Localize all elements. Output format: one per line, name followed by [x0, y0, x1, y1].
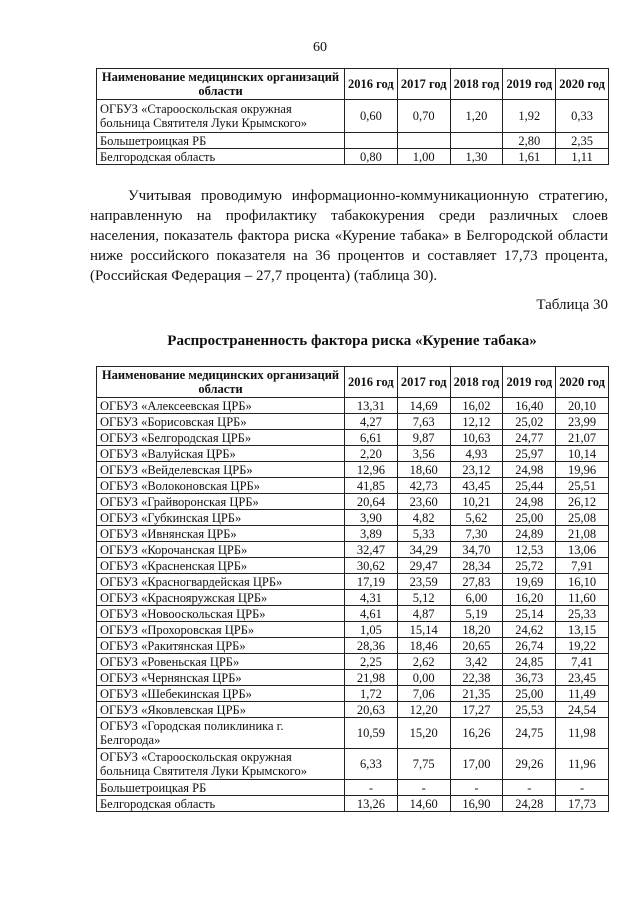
- table-row: [97, 414, 609, 430]
- table-row: [97, 526, 609, 542]
- value-cell: 20,10: [556, 398, 609, 414]
- value-cell: 2,62: [397, 654, 450, 670]
- value-cell: 21,35: [450, 686, 503, 702]
- table-row: [97, 702, 609, 718]
- value-cell: 16,20: [503, 590, 556, 606]
- table-row: [97, 638, 609, 654]
- value-cell: -: [556, 780, 609, 796]
- value-cell: 16,02: [450, 398, 503, 414]
- value-cell: [450, 133, 503, 149]
- table-row: [97, 686, 609, 702]
- value-cell: 1,05: [345, 622, 398, 638]
- value-cell: 18,46: [397, 638, 450, 654]
- row-name-cell: ОГБУЗ «Корочанская ЦРБ»: [97, 542, 345, 558]
- row-name-cell: ОГБУЗ «Городская поликлиника г. Белгорода»: [97, 718, 345, 749]
- column-header-year: 2016 год: [345, 367, 398, 398]
- value-cell: 22,38: [450, 670, 503, 686]
- value-cell: 23,59: [397, 574, 450, 590]
- value-cell: 11,98: [556, 718, 609, 749]
- value-cell: 17,19: [345, 574, 398, 590]
- value-cell: 10,14: [556, 446, 609, 462]
- value-cell: 3,89: [345, 526, 398, 542]
- column-header-year: 2016 год: [345, 69, 398, 100]
- value-cell: 25,33: [556, 606, 609, 622]
- value-cell: 25,02: [503, 414, 556, 430]
- row-name-cell: ОГБУЗ «Красненская ЦРБ»: [97, 558, 345, 574]
- value-cell: 16,90: [450, 796, 503, 812]
- row-name-cell: ОГБУЗ «Прохоровская ЦРБ»: [97, 622, 345, 638]
- value-cell: 43,45: [450, 478, 503, 494]
- value-cell: 18,60: [397, 462, 450, 478]
- row-name-cell: ОГБУЗ «Ивнянская ЦРБ»: [97, 526, 345, 542]
- value-cell: 12,96: [345, 462, 398, 478]
- body-paragraph: Учитывая проводимую информационно-коммуникационную стратегию, направленную на профилактику табакокурения среди различных слоев населения, показатель фактора риска «Курение табака» в Белгородской области ниже российского показателя на 36 процентов и составляет 17,73 процента, (Российская Федерация – 27,7 процента) (таблица 30).: [90, 188, 608, 284]
- value-cell: 3,42: [450, 654, 503, 670]
- table-row: [97, 133, 609, 149]
- table-header-row: [97, 367, 609, 398]
- table-row: [97, 574, 609, 590]
- value-cell: 24,85: [503, 654, 556, 670]
- table-row: [97, 542, 609, 558]
- column-header-year: 2019 год: [503, 367, 556, 398]
- value-cell: 0,00: [397, 670, 450, 686]
- value-cell: 30,62: [345, 558, 398, 574]
- row-name-cell: ОГБУЗ «Краснояружская ЦРБ»: [97, 590, 345, 606]
- row-name-cell: ОГБУЗ «Губкинская ЦРБ»: [97, 510, 345, 526]
- column-header-year: 2020 год: [556, 69, 609, 100]
- value-cell: 19,69: [503, 574, 556, 590]
- table-1: [96, 68, 609, 165]
- value-cell: 24,62: [503, 622, 556, 638]
- value-cell: [345, 133, 398, 149]
- value-cell: 7,91: [556, 558, 609, 574]
- column-header-year: 2017 год: [397, 69, 450, 100]
- value-cell: 1,61: [503, 149, 556, 165]
- value-cell: 14,60: [397, 796, 450, 812]
- column-header-name: Наименование медицинских организаций области: [97, 69, 345, 100]
- value-cell: 9,87: [397, 430, 450, 446]
- value-cell: 25,51: [556, 478, 609, 494]
- table-row: [97, 478, 609, 494]
- value-cell: 1,72: [345, 686, 398, 702]
- value-cell: 10,63: [450, 430, 503, 446]
- value-cell: 14,69: [397, 398, 450, 414]
- table-row: [97, 780, 609, 796]
- value-cell: 4,93: [450, 446, 503, 462]
- value-cell: 0,33: [556, 100, 609, 133]
- value-cell: 17,73: [556, 796, 609, 812]
- value-cell: 13,06: [556, 542, 609, 558]
- value-cell: 11,60: [556, 590, 609, 606]
- table-header-row: [97, 69, 609, 100]
- value-cell: 1,92: [503, 100, 556, 133]
- row-name-cell: ОГБУЗ «Новооскольская ЦРБ»: [97, 606, 345, 622]
- row-name-cell: ОГБУЗ «Красногвардейская ЦРБ»: [97, 574, 345, 590]
- table-row: [97, 749, 609, 780]
- value-cell: 24,77: [503, 430, 556, 446]
- table-30: [96, 366, 609, 812]
- value-cell: 28,36: [345, 638, 398, 654]
- value-cell: 2,25: [345, 654, 398, 670]
- column-header-name: Наименование медицинских организаций области: [97, 367, 345, 398]
- row-name-cell: ОГБУЗ «Шебекинская ЦРБ»: [97, 686, 345, 702]
- value-cell: 19,96: [556, 462, 609, 478]
- value-cell: 16,40: [503, 398, 556, 414]
- value-cell: 36,73: [503, 670, 556, 686]
- value-cell: 23,45: [556, 670, 609, 686]
- value-cell: 15,20: [397, 718, 450, 749]
- value-cell: 4,61: [345, 606, 398, 622]
- value-cell: 34,29: [397, 542, 450, 558]
- row-name-cell: ОГБУЗ «Белгородская ЦРБ»: [97, 430, 345, 446]
- value-cell: 13,26: [345, 796, 398, 812]
- value-cell: 10,59: [345, 718, 398, 749]
- value-cell: 32,47: [345, 542, 398, 558]
- column-header-year: 2020 год: [556, 367, 609, 398]
- value-cell: 2,20: [345, 446, 398, 462]
- table-row: [97, 718, 609, 749]
- page-number: 60: [313, 40, 327, 55]
- table-row: [97, 670, 609, 686]
- value-cell: 23,12: [450, 462, 503, 478]
- value-cell: 7,30: [450, 526, 503, 542]
- value-cell: 20,64: [345, 494, 398, 510]
- table-row: [97, 149, 609, 165]
- value-cell: 24,54: [556, 702, 609, 718]
- value-cell: 27,83: [450, 574, 503, 590]
- value-cell: 1,00: [397, 149, 450, 165]
- column-header-year: 2017 год: [397, 367, 450, 398]
- value-cell: 24,75: [503, 718, 556, 749]
- value-cell: 6,61: [345, 430, 398, 446]
- row-name-cell: ОГБУЗ «Чернянская ЦРБ»: [97, 670, 345, 686]
- value-cell: 15,14: [397, 622, 450, 638]
- value-cell: 41,85: [345, 478, 398, 494]
- value-cell: 0,80: [345, 149, 398, 165]
- value-cell: -: [397, 780, 450, 796]
- value-cell: 7,63: [397, 414, 450, 430]
- value-cell: 34,70: [450, 542, 503, 558]
- value-cell: 26,12: [556, 494, 609, 510]
- table-title: Распространенность фактора риска «Курение табака»: [167, 333, 537, 349]
- value-cell: 25,72: [503, 558, 556, 574]
- value-cell: 25,00: [503, 686, 556, 702]
- value-cell: -: [345, 780, 398, 796]
- row-name-cell: Белгородская область: [97, 149, 345, 165]
- row-name-cell: ОГБУЗ «Старооскольская окружная больница Святителя Луки Крымского»: [97, 100, 345, 133]
- value-cell: 25,14: [503, 606, 556, 622]
- value-cell: 16,26: [450, 718, 503, 749]
- value-cell: 4,31: [345, 590, 398, 606]
- value-cell: 16,10: [556, 574, 609, 590]
- value-cell: 4,87: [397, 606, 450, 622]
- value-cell: 24,28: [503, 796, 556, 812]
- value-cell: 2,35: [556, 133, 609, 149]
- value-cell: 18,20: [450, 622, 503, 638]
- table-row: [97, 462, 609, 478]
- table-row: [97, 494, 609, 510]
- table-row: [97, 446, 609, 462]
- value-cell: 12,20: [397, 702, 450, 718]
- value-cell: -: [503, 780, 556, 796]
- value-cell: 6,00: [450, 590, 503, 606]
- row-name-cell: ОГБУЗ «Борисовская ЦРБ»: [97, 414, 345, 430]
- value-cell: 23,60: [397, 494, 450, 510]
- value-cell: 29,26: [503, 749, 556, 780]
- value-cell: 25,00: [503, 510, 556, 526]
- value-cell: 25,44: [503, 478, 556, 494]
- table-row: [97, 398, 609, 414]
- value-cell: 24,89: [503, 526, 556, 542]
- column-header-year: 2018 год: [450, 69, 503, 100]
- value-cell: 19,22: [556, 638, 609, 654]
- value-cell: 1,11: [556, 149, 609, 165]
- value-cell: 5,19: [450, 606, 503, 622]
- value-cell: 21,08: [556, 526, 609, 542]
- value-cell: 17,27: [450, 702, 503, 718]
- table-row: [97, 510, 609, 526]
- value-cell: 13,15: [556, 622, 609, 638]
- column-header-year: 2018 год: [450, 367, 503, 398]
- row-name-cell: ОГБУЗ «Валуйская ЦРБ»: [97, 446, 345, 462]
- value-cell: 26,74: [503, 638, 556, 654]
- value-cell: 0,60: [345, 100, 398, 133]
- value-cell: 17,00: [450, 749, 503, 780]
- value-cell: 20,63: [345, 702, 398, 718]
- value-cell: 25,08: [556, 510, 609, 526]
- value-cell: [397, 133, 450, 149]
- row-name-cell: ОГБУЗ «Грайворонская ЦРБ»: [97, 494, 345, 510]
- value-cell: 4,27: [345, 414, 398, 430]
- value-cell: 7,75: [397, 749, 450, 780]
- table-row: [97, 622, 609, 638]
- value-cell: 7,06: [397, 686, 450, 702]
- row-name-cell: ОГБУЗ «Ракитянская ЦРБ»: [97, 638, 345, 654]
- row-name-cell: ОГБУЗ «Волоконовская ЦРБ»: [97, 478, 345, 494]
- value-cell: 28,34: [450, 558, 503, 574]
- row-name-cell: Большетроицкая РБ: [97, 780, 345, 796]
- row-name-cell: ОГБУЗ «Алексеевская ЦРБ»: [97, 398, 345, 414]
- value-cell: 5,12: [397, 590, 450, 606]
- value-cell: 21,98: [345, 670, 398, 686]
- table-row: [97, 606, 609, 622]
- row-name-cell: Большетроицкая РБ: [97, 133, 345, 149]
- value-cell: 20,65: [450, 638, 503, 654]
- row-name-cell: ОГБУЗ «Вейделевская ЦРБ»: [97, 462, 345, 478]
- table-label: Таблица 30: [536, 297, 608, 313]
- table-row: [97, 100, 609, 133]
- value-cell: 42,73: [397, 478, 450, 494]
- value-cell: 25,53: [503, 702, 556, 718]
- row-name-cell: Белгородская область: [97, 796, 345, 812]
- row-name-cell: ОГБУЗ «Старооскольская окружная больница Святителя Луки Крымского»: [97, 749, 345, 780]
- value-cell: 21,07: [556, 430, 609, 446]
- row-name-cell: ОГБУЗ «Яковлевская ЦРБ»: [97, 702, 345, 718]
- value-cell: 12,53: [503, 542, 556, 558]
- column-header-year: 2019 год: [503, 69, 556, 100]
- value-cell: 6,33: [345, 749, 398, 780]
- table-row: [97, 590, 609, 606]
- value-cell: 3,90: [345, 510, 398, 526]
- value-cell: 24,98: [503, 462, 556, 478]
- value-cell: 5,33: [397, 526, 450, 542]
- table-row: [97, 430, 609, 446]
- value-cell: 7,41: [556, 654, 609, 670]
- value-cell: 2,80: [503, 133, 556, 149]
- value-cell: 4,82: [397, 510, 450, 526]
- value-cell: 3,56: [397, 446, 450, 462]
- table-row: [97, 558, 609, 574]
- value-cell: 25,97: [503, 446, 556, 462]
- table-row: [97, 796, 609, 812]
- value-cell: 5,62: [450, 510, 503, 526]
- value-cell: 1,20: [450, 100, 503, 133]
- value-cell: 29,47: [397, 558, 450, 574]
- row-name-cell: ОГБУЗ «Ровеньская ЦРБ»: [97, 654, 345, 670]
- value-cell: 11,49: [556, 686, 609, 702]
- value-cell: 0,70: [397, 100, 450, 133]
- value-cell: 10,21: [450, 494, 503, 510]
- table-row: [97, 654, 609, 670]
- value-cell: 12,12: [450, 414, 503, 430]
- value-cell: 23,99: [556, 414, 609, 430]
- value-cell: 11,96: [556, 749, 609, 780]
- value-cell: 1,30: [450, 149, 503, 165]
- value-cell: 13,31: [345, 398, 398, 414]
- value-cell: 24,98: [503, 494, 556, 510]
- value-cell: -: [450, 780, 503, 796]
